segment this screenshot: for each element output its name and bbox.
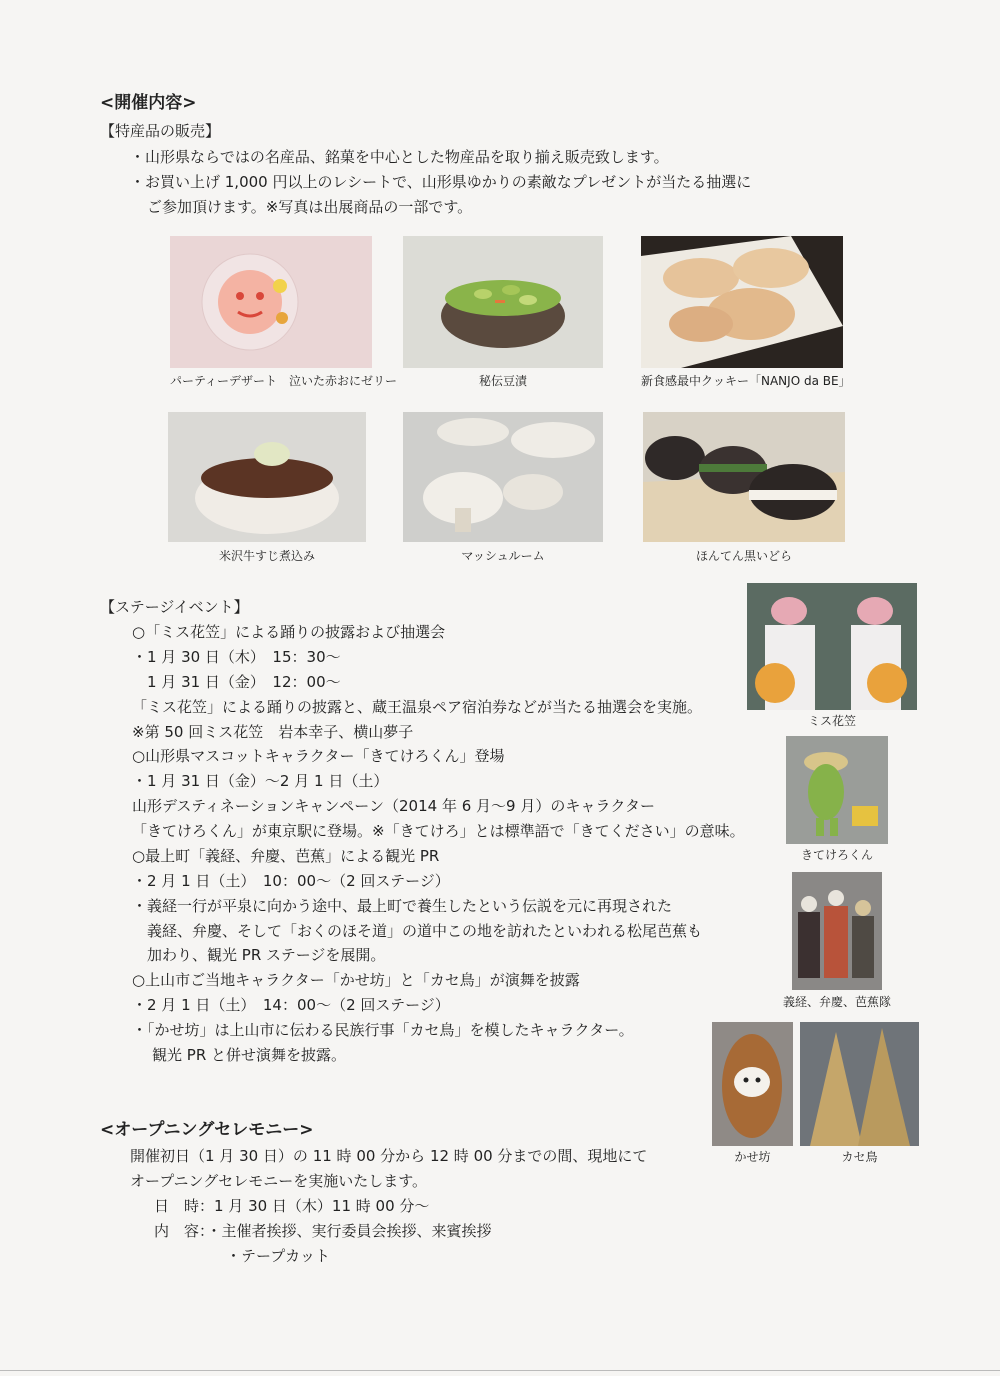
text-line: 内 容：・主催者挨拶、実行委員会挨拶、来賓挨拶 [154,1222,492,1240]
text-line: 義経、弁慶、そして「おくのほそ道」の道中この地を訪れたといわれる松尾芭蕉も [147,922,703,940]
photo-caption: ミス花笠 [807,714,856,728]
text-line: ・「かせ坊」は上山市に伝わる民族行事「カセ鳥」を模したキャラクター。 [132,1021,634,1039]
text-line: 「きてけろくん」が東京駅に登場。※「きてけろ」とは標準語で「きてください」の意味。 [132,822,745,840]
kitekero-kun-photo [786,736,888,844]
yoshitsune-benkei-basho-photo [792,872,882,990]
text-line: 山形デスティネーションキャンペーン（2014 年 6 月～9 月）のキャラクター [132,797,656,815]
kasebo-photo [712,1022,793,1146]
section-heading-kaisai: <開催内容> [100,93,197,113]
kasedori-photo [800,1022,919,1146]
text-line: 加わり、観光 PR ステージを展開。 [147,946,386,964]
text-line: ・2 月 1 日（土） 10：00～（2 回ステージ） [132,872,450,890]
text-line: ※第 50 回ミス花笠 岩本幸子、横山夢子 [132,723,414,741]
mushroom-photo [403,412,603,542]
text-line: ・1 月 30 日（木） 15：30～ [132,648,341,666]
jelly-photo [170,236,372,368]
beef-bowl-photo [168,412,366,542]
product-caption: パーティーデザート 泣いた赤おにゼリー [170,374,398,388]
subheading-tokusanhin: 【特産品の販売】 [100,122,221,140]
text-line: ○最上町「義経、弁慶、芭蕉」による観光 PR [132,847,440,865]
text-line: オープニングセレモニーを実施いたします。 [130,1172,428,1190]
text-line: 1 月 31 日（金） 12：00～ [147,673,341,691]
photo-caption: かせ坊 [734,1150,771,1164]
text-line: ○上山市ご当地キャラクター「かせ坊」と「カセ鳥」が演舞を披露 [132,971,580,989]
section-heading-opening: <オープニングセレモニー> [100,1120,314,1140]
product-caption: マッシュルーム [461,549,545,563]
product-caption: 秘伝豆漬 [478,374,527,388]
product-caption: 新食感最中クッキー「NANJO da BE」 [641,374,851,388]
photo-caption: カセ鳥 [841,1150,878,1164]
subheading-stage-event: 【ステージイベント】 [100,598,249,616]
text-line: 観光 PR と併せ演舞を披露。 [152,1046,347,1064]
page-bottom-edge [0,1370,1000,1371]
product-caption: 米沢牛すじ煮込み [218,549,315,563]
text-line: 日 時：1 月 30 日（木）11 時 00 分～ [154,1197,430,1215]
text-line: ・義経一行が平泉に向かう途中、最上町で養生したという伝説を元に再現された [132,897,673,915]
dorayaki-photo [643,412,845,542]
photo-caption: きてけろくん [800,848,873,862]
miss-hanagasa-photo [747,583,917,710]
text-line: 開催初日（1 月 30 日）の 11 時 00 分から 12 時 00 分までの間、現地にて [130,1147,648,1165]
text-line: ・1 月 31 日（金）～2 月 1 日（土） [132,772,389,790]
text-line: ・テープカット [226,1247,330,1265]
bean-bowl-photo [403,236,603,368]
text-line: ご参加頂けます。※写真は出展商品の一部です。 [147,198,473,216]
text-line: ・2 月 1 日（土） 14：00～（2 回ステージ） [132,996,450,1014]
text-line: ・お買い上げ 1,000 円以上のレシートで、山形県ゆかりの素敵なプレゼントが当たる抽選に [130,173,752,191]
cookie-photo [641,236,843,368]
text-line: ・山形県ならではの名産品、銘菓を中心とした物産品を取り揃え販売致します。 [130,148,669,166]
text-line: ○「ミス花笠」による踊りの披露および抽選会 [132,623,446,641]
text-line: ○山形県マスコットキャラクター「きてけろくん」登場 [132,747,505,765]
text-line: 「ミス花笠」による踊りの披露と、蔵王温泉ペア宿泊券などが当たる抽選会を実施。 [132,698,703,716]
product-caption: ほんてん黒いどら [695,549,792,563]
photo-caption: 義経、弁慶、芭蕉隊 [782,995,891,1009]
